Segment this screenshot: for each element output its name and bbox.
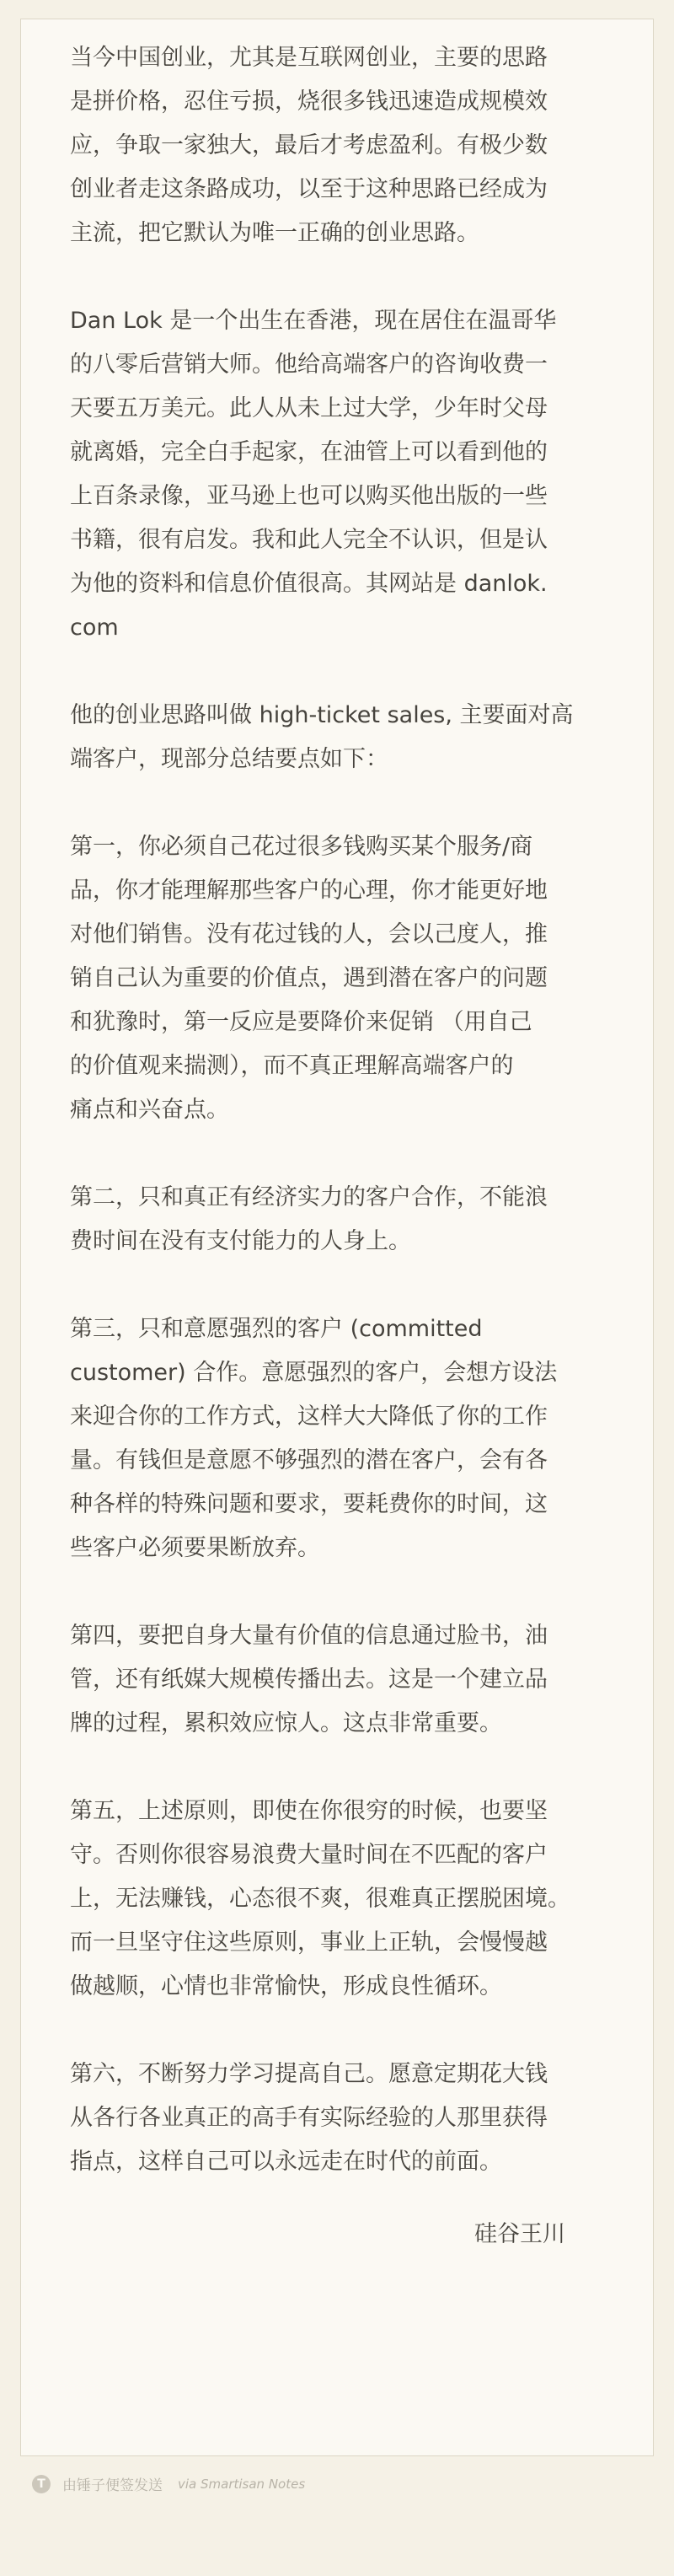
footer-label: 由锤子便签发送 bbox=[62, 2477, 163, 2494]
paragraph-point-5: 第五，上述原则，即使在你很穷的时候，也要坚 守。否则你很容易浪费大量时间在不匹配的客户 上，无法赚钱，心态很不爽，很难真正摆脱困境。 而一旦坚守住这些原则，事业上正轨，会慢慢越 做越顺，心情也非常愉快，形成良性循环。 bbox=[70, 1798, 570, 1999]
paragraph-high-ticket: 他的创业思路叫做 high-ticket sales, 主要面对高 端客户，现部分总结要点如下： bbox=[70, 702, 574, 772]
paragraph-point-4: 第四，要把自身大量有价值的信息通过脸书，油 管，还有纸媒大规模传播出去。这是一个建立品 牌的过程，累积效应惊人。这点非常重要。 bbox=[70, 1623, 548, 1736]
footer bbox=[32, 2473, 305, 2494]
note-content bbox=[70, 36, 616, 2257]
footer-via: via Smartisan Notes bbox=[178, 2476, 306, 2492]
paragraph-dan-lok: Dan Lok 是一个出生在香港，现在居住在温哥华 的八零后营销大师。他给高端客户的咨询收费一 天要五万美元。此人从未上过大学，少年时父母 就离婚，完全白手起家，在油管上可以看到他的 上百条录像，亚马逊上也可以购买他出版的一些 书籍，很有启发。我和此人完全不认识，但是认 为他的资料和信息价值很高。其网站是 danlok. com bbox=[70, 308, 557, 641]
signature: 硅谷王川 bbox=[474, 2221, 565, 2247]
paragraph-intro: 当今中国创业，尤其是互联网创业，主要的思路 是拼价格，忍住亏损，烧很多钱迅速造成规模效 应，争取一家独大，最后才考虑盈利。有极少数 创业者走这条路成功，以至于这种思路已经成为 主流，把它默认为唯一正确的创业思路。 bbox=[70, 45, 548, 246]
smartisan-logo-icon: T bbox=[32, 2475, 51, 2493]
paragraph-point-6: 第六，不断努力学习提高自己。愿意定期花大钱 从各行各业真正的高手有实际经验的人那里获得 指点，这样自己可以永远走在时代的前面。 bbox=[70, 2061, 548, 2175]
note-sheet bbox=[20, 19, 654, 2456]
paragraph-point-3: 第三，只和意愿强烈的客户 (committed customer) 合作。意愿强烈的客户，会想方设法 来迎合你的工作方式，这样大大降低了你的工作 量。有钱但是意愿不够强烈的潜在客户，会有各 种各样的特殊问题和要求，要耗费你的时间，这 些客户必须要果断放弃。 bbox=[70, 1316, 558, 1561]
paragraph-point-1: 第一，你必须自己花过很多钱购买某个服务/商 品，你才能理解那些客户的心理，你才能更好地 对他们销售。没有花过钱的人，会以己度人，推 销自己认为重要的价值点，遇到潜在客户的问题 和犹豫时，第一反应是要降价来促销 （用自己 的价值观来揣测），而不真正理解高端客户的 痛点和兴奋点。 bbox=[70, 834, 548, 1123]
paragraph-point-2: 第二，只和真正有经济实力的客户合作，不能浪 费时间在没有支付能力的人身上。 bbox=[70, 1184, 548, 1254]
